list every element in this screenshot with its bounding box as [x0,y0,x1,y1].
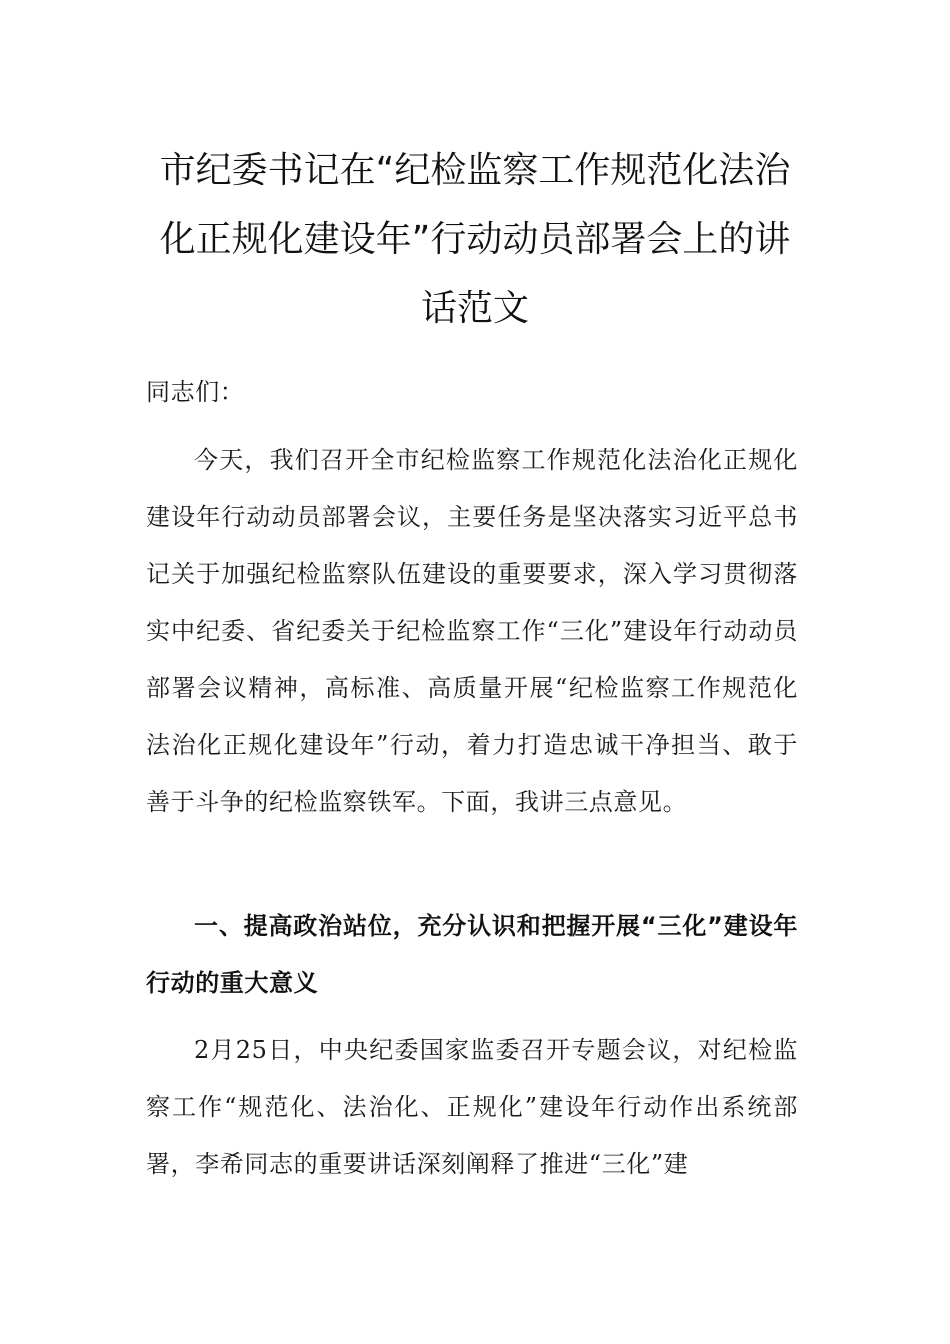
document-title: 市纪委书记在“纪检监察工作规范化法治化正规化建设年”行动动员部署会上的讲话范文 [159,150,791,329]
intro-paragraph: 今天，我们召开全市纪检监察工作规范化法治化正规化建设年行动动员部署会议，主要任务是坚决落实习近平总书记关于加强纪检监察队伍建设的重要要求，深入学习贯彻落实中纪委、省纪委关于纪检监察工作“三化”建设年行动动员部署会议精神，高标准、高质量开展“纪检监察工作规范化法治化正规化建设年”行动，着力打造忠诚干净担当、敢于善于斗争的纪检监察铁军。下面，我讲三点意见。 [146,446,798,816]
section-heading-1: 一、提高政治站位，充分认识和把握开展“三化”建设年行动的重大意义 [146,912,798,997]
section-1-paragraph: 2月25日，中央纪委国家监委召开专题会议，对纪检监察工作“规范化、法治化、正规化”建设年行动作出系统部署，李希同志的重要讲话深刻阐释了推进“三化”建 [146,1036,798,1178]
salutation: 同志们： [146,378,245,406]
